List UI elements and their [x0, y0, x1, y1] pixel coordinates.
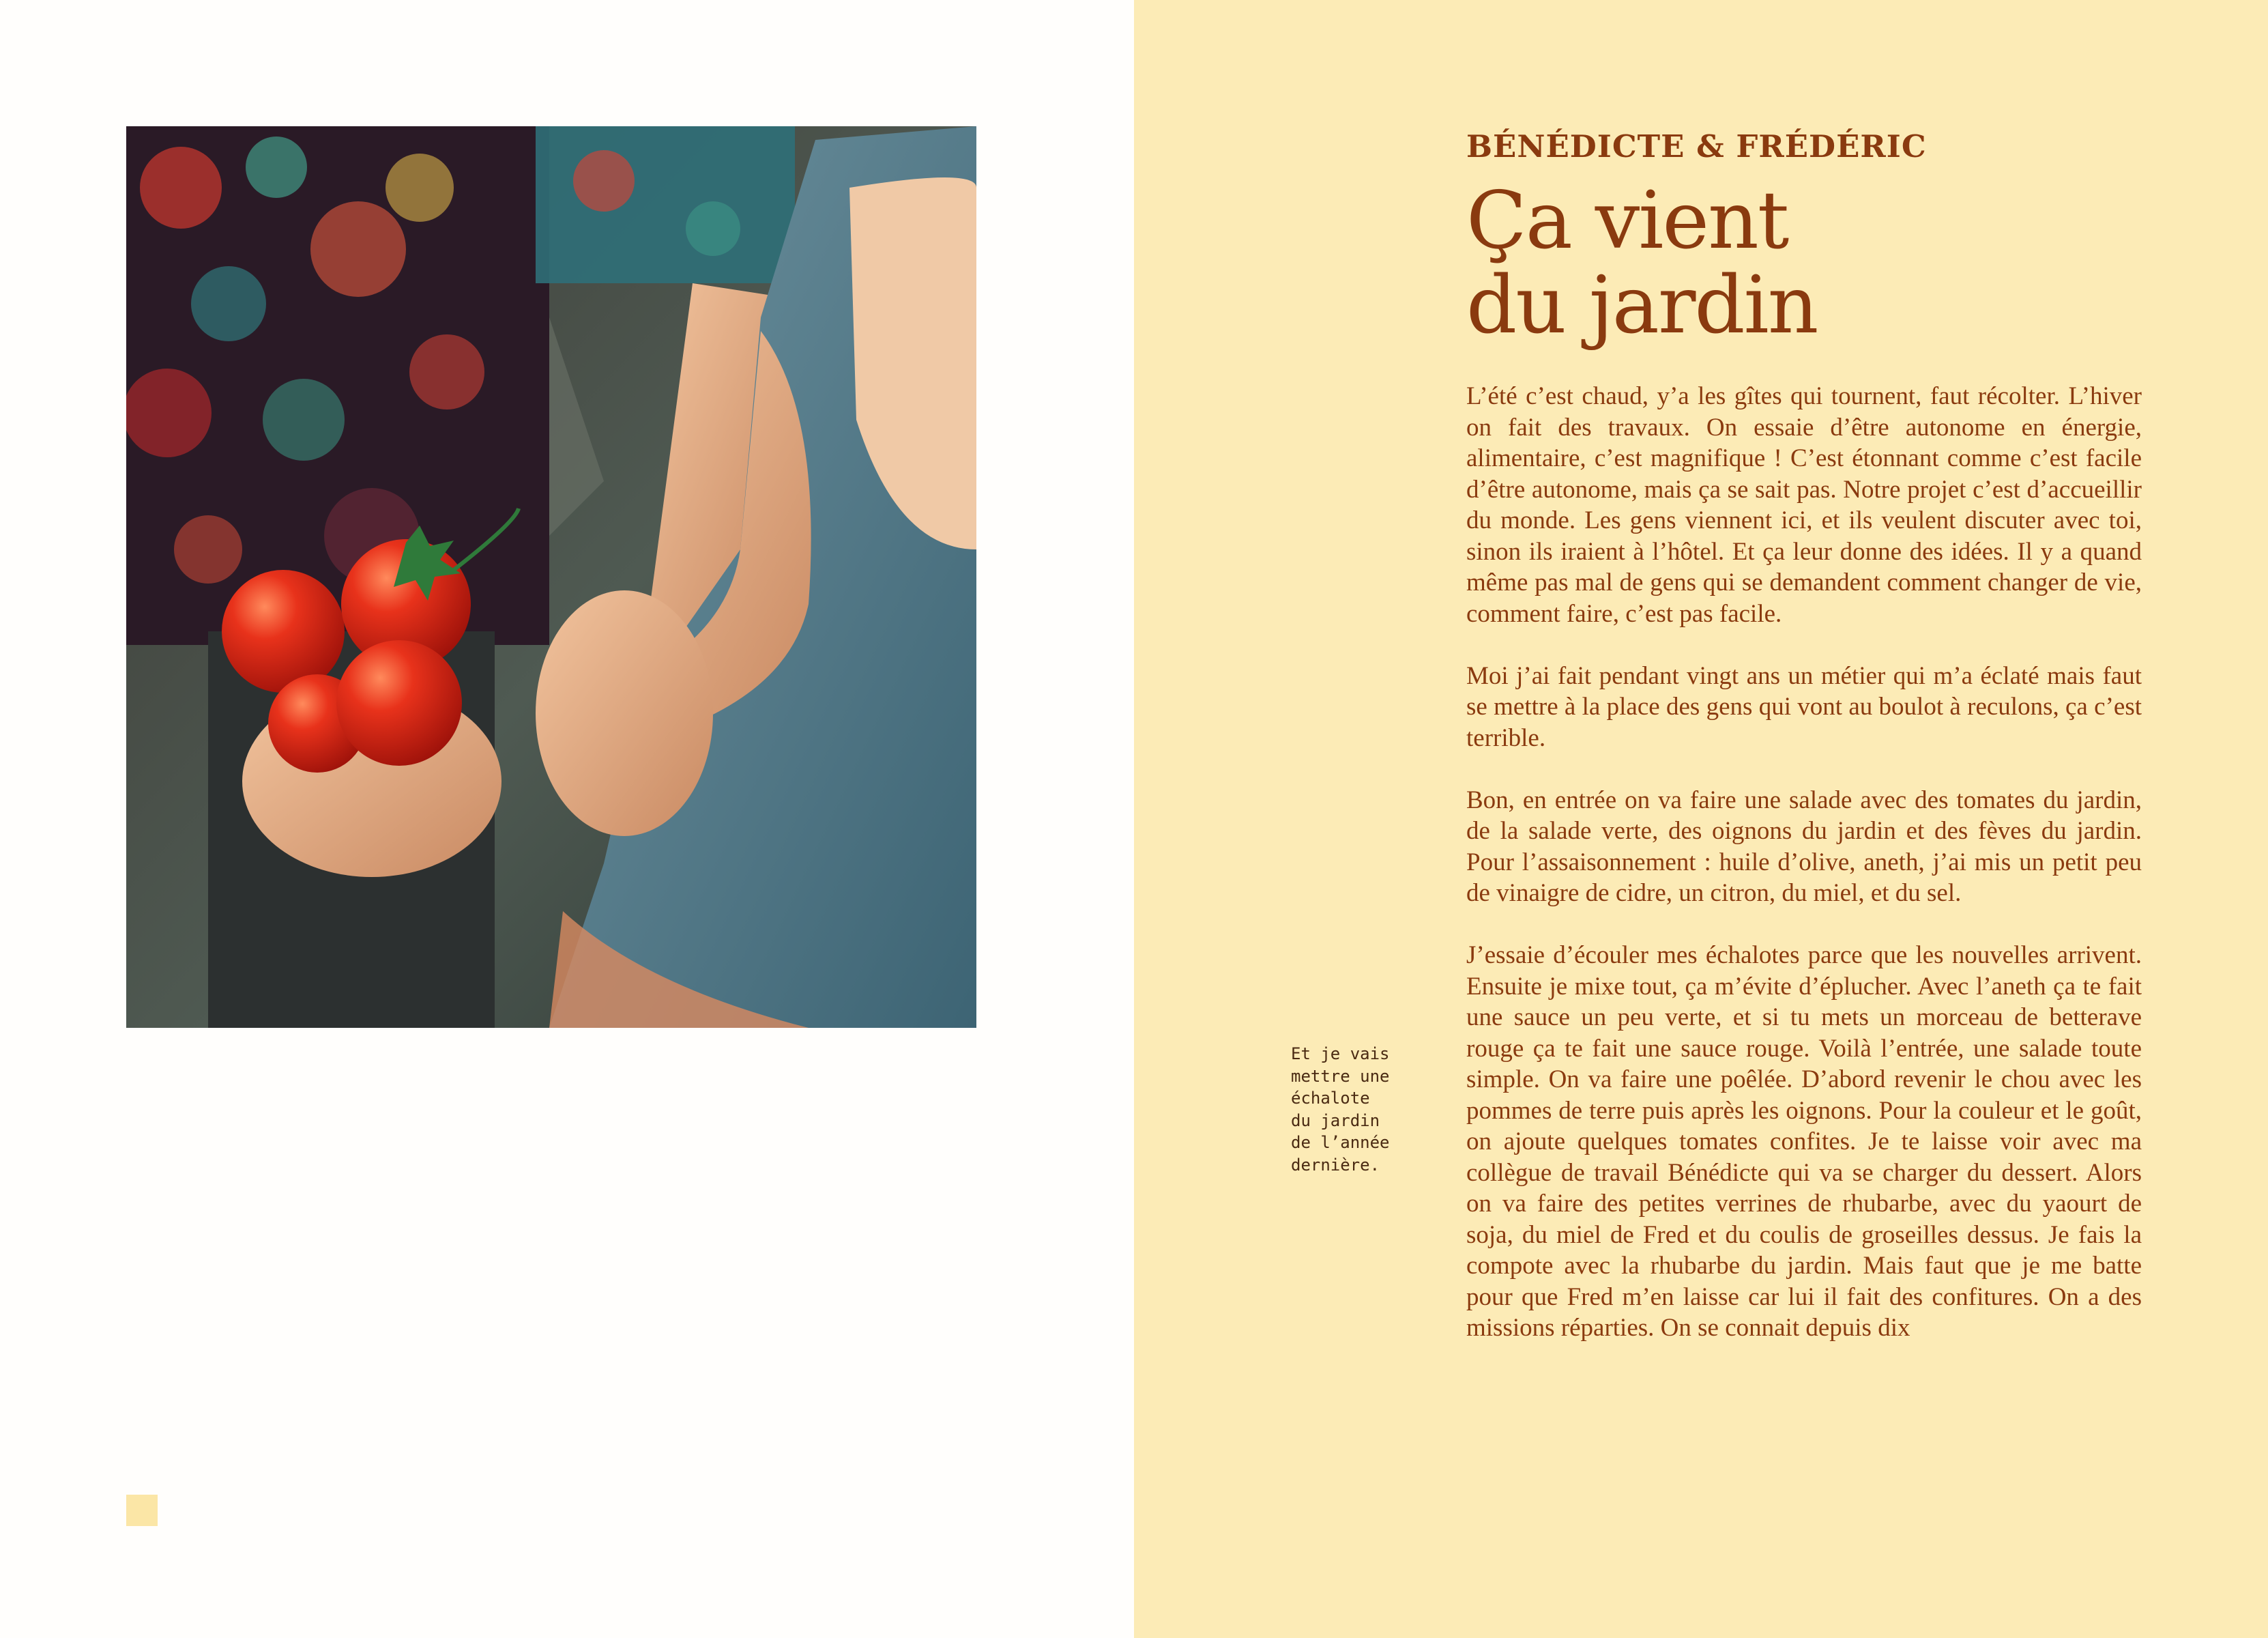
side-note-line: échalote [1291, 1089, 1370, 1108]
color-swatch [126, 1495, 158, 1526]
paragraph: L’été c’est chaud, y’a les gîtes qui tournent, faut récolter. L’hiver on fait des travaux. On essaie d’être autonome en énergie, alimentaire, c’est magnifique ! C’est étonnant comme c’est facile d’être autonome, mais ça se sait pas. Notre projet c’est d’accueillir du monde. Les gens viennent ici, et ils veulent discuter avec toi, sinon ils iraient à l’hôtel. Et ça leur donne des idées. Il y a quand même pas mal de gens qui se demandent comment changer de vie, comment faire, c’est pas facile. [1466, 382, 2142, 628]
article-body [1466, 381, 2142, 1538]
article-title [1466, 175, 2149, 351]
side-note-line: Et je vais [1291, 1044, 1390, 1063]
tomatoes-photo-illustration [126, 126, 976, 1028]
article-names: BÉNÉDICTE & FRÉDÉRIC [1466, 128, 1927, 164]
side-note-line: mettre une [1291, 1066, 1390, 1086]
side-note-line: dernière. [1291, 1155, 1380, 1175]
side-note-line: de l’année [1291, 1133, 1390, 1152]
side-note-line: du jardin [1291, 1110, 1380, 1130]
paragraph: J’essaie d’écouler mes échalotes parce que les nouvelles arrivent. Ensuite je mixe tout, ça m’évite d’éplucher. Avec l’aneth ça te fait une sauce un peu verte, et si tu mets un morceau de betterave rouge ça te fait une sauce rouge. Voilà l’entrée, une salade toute simple. On va faire une poêlée. D’abord revenir le chou avec les pommes de terre puis après les oignons. Pour la couleur et le goût, on ajoute quelques tomates confites. Je te laisse voir avec ma collègue de travail Bénédicte qui va se charger du dessert. Alors on va faire des petites verrines de rhubarbe, avec du yaourt de soja, du miel de Fred et du coulis de groseilles dessus. Je fais la compote avec la rhubarbe du jardin. Mais faut que je me batte pour que Fred m’en laisse car lui il fait des confitures. On a des missions réparties. On se connait depuis dix [1466, 941, 2142, 1342]
paragraph: Moi j’ai fait pendant vingt ans un métier qui m’a éclaté mais faut se mettre à la place des gens qui vont au boulot à reculons, ça c’est terrible. [1466, 661, 2142, 752]
title-line: du jardin [1466, 259, 1818, 351]
tomatoes-photo [126, 126, 976, 1028]
paragraph: Bon, en entrée on va faire une salade avec des tomates du jardin, de la salade verte, des oignons du jardin et des fèves du jardin. Pour l’assaisonnement : huile d’olive, aneth, j’ai mis un petit peu de vinaigre de cidre, un citron, du miel, et du sel. [1466, 786, 2142, 907]
title-line: Ça vient [1466, 175, 1788, 267]
side-note [1291, 1043, 1414, 1176]
